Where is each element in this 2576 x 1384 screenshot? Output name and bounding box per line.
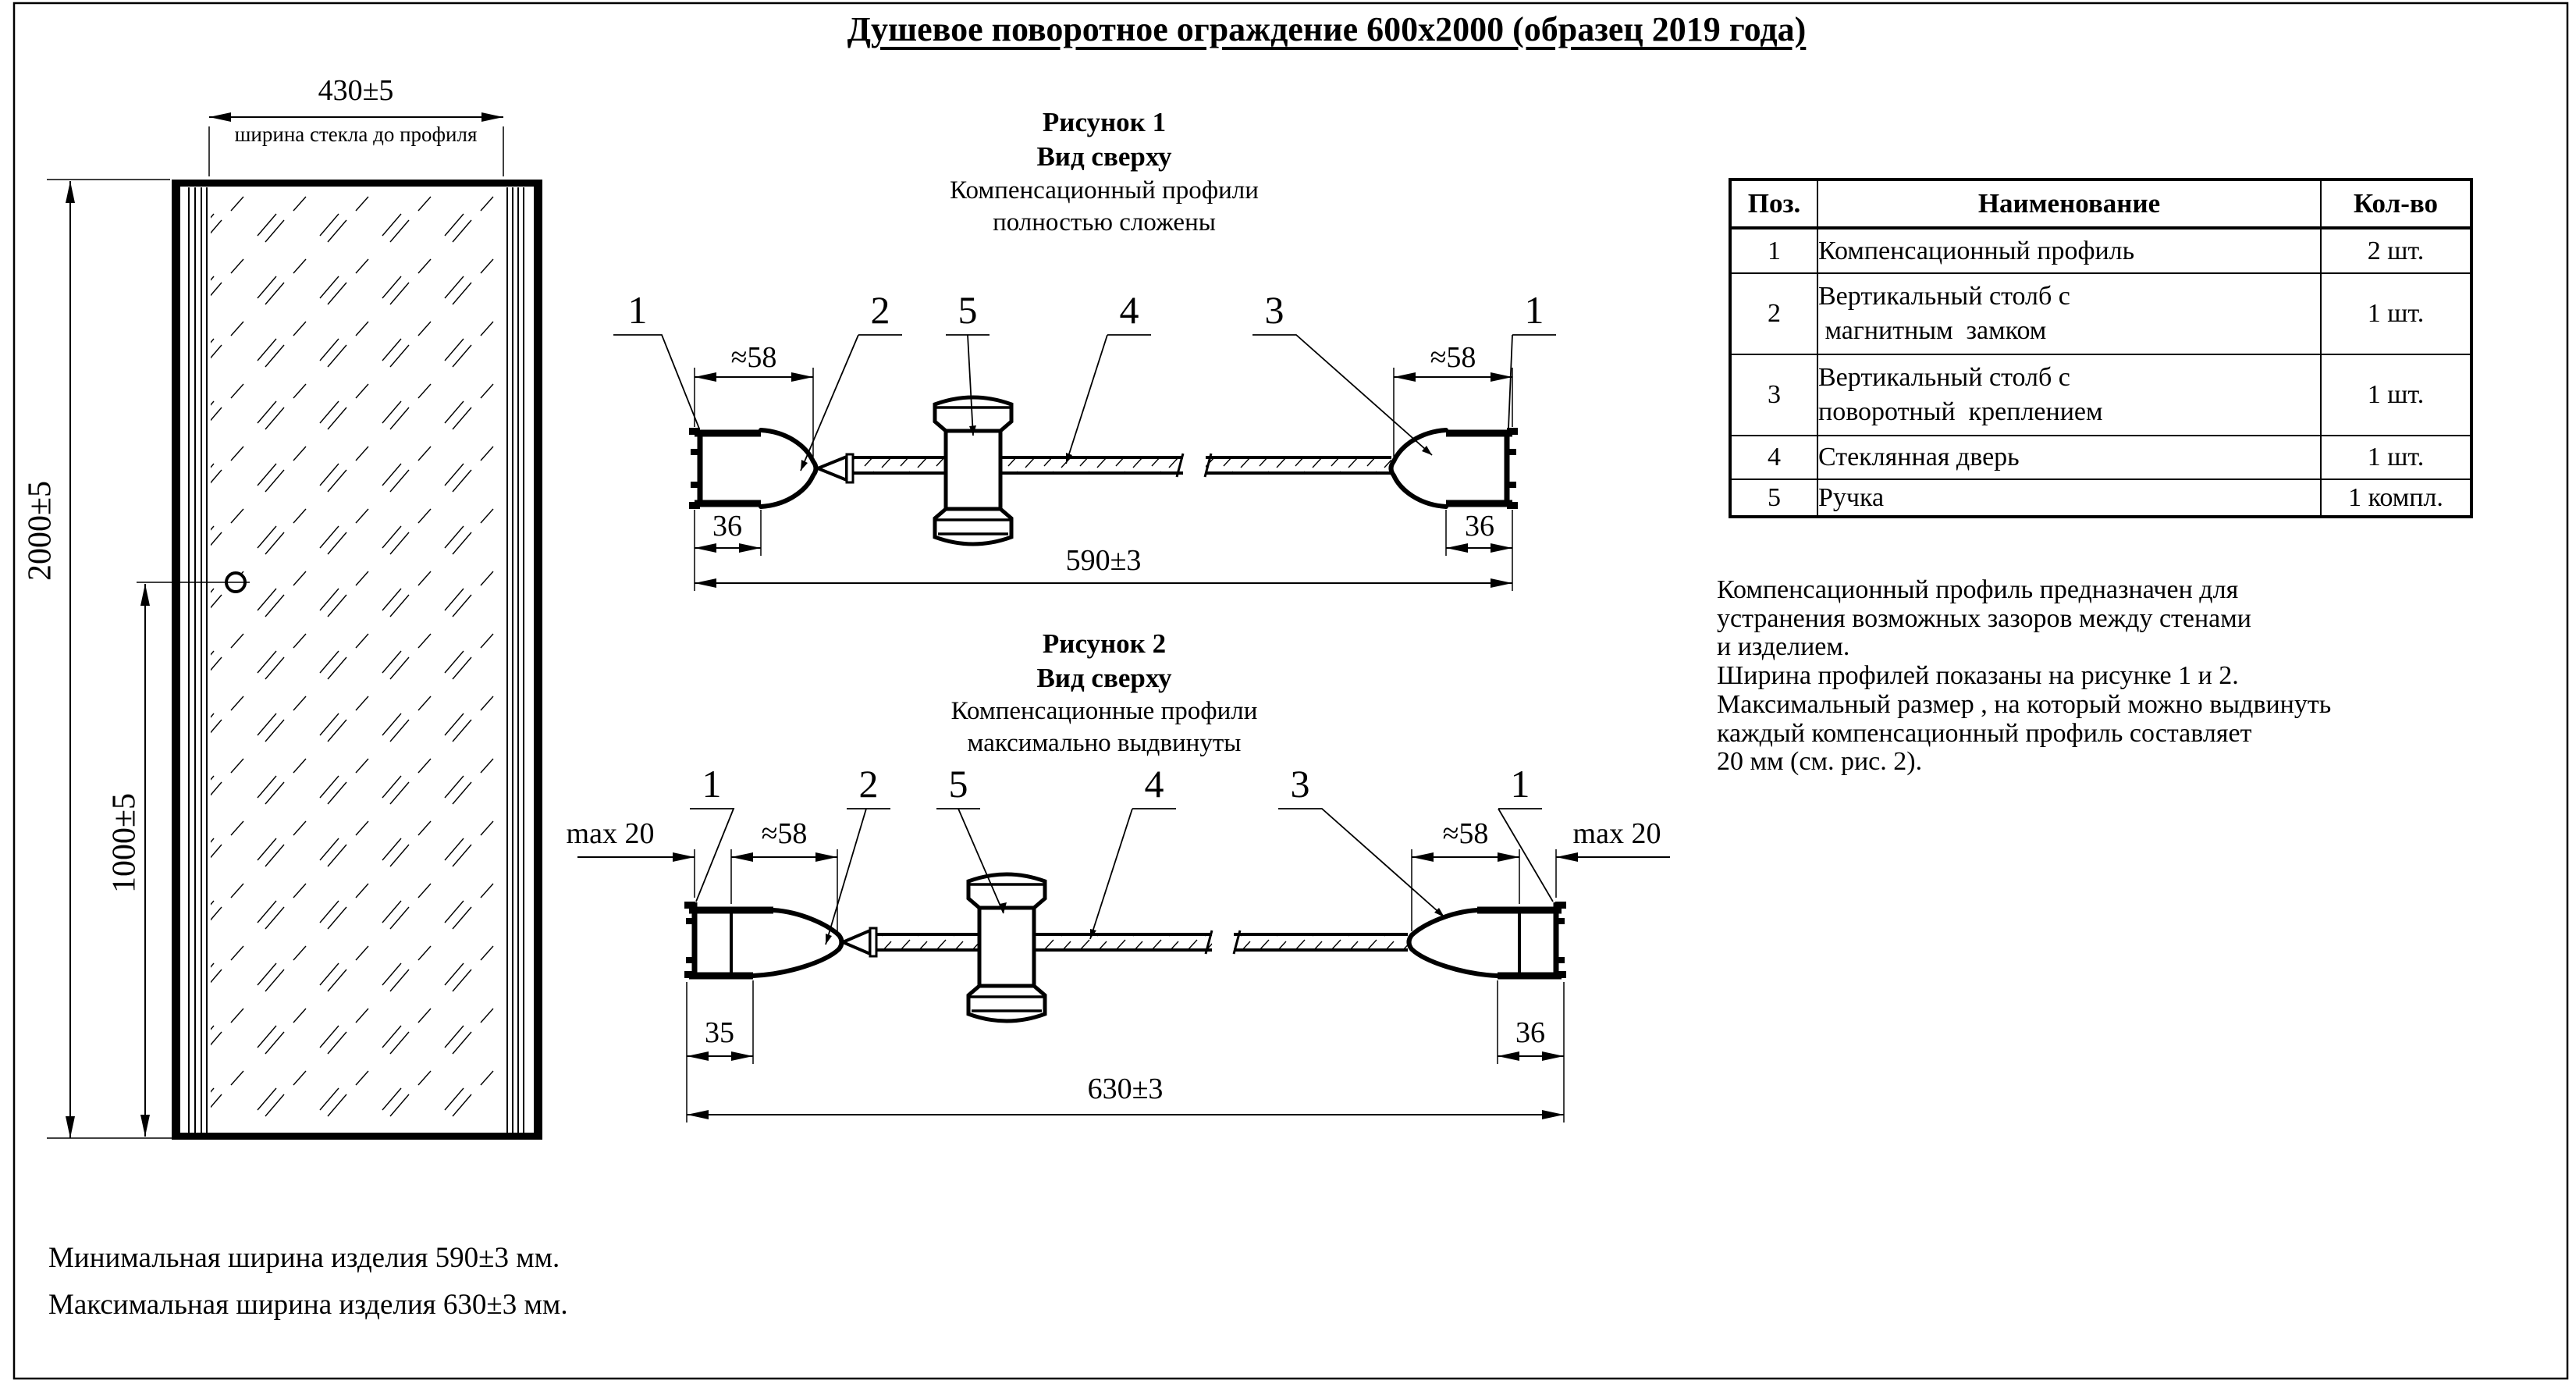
table-row [1730,273,2471,354]
fig2-callout-2: 2 [858,762,879,806]
row5-pos: 5 [1730,479,1817,517]
col-header-name: Наименование [1817,180,2321,228]
fig2-dim-58-left: ≈58 [761,817,808,850]
fig1-dim-36-left: 36 [712,510,742,543]
fig2-callout-1-left: 1 [702,762,722,806]
glass-panel-hatch [211,187,503,1133]
parts-table-header-row [1730,180,2471,228]
fig2-callout-3: 3 [1290,762,1310,806]
fig2-dim-overall: 630±3 [1087,1073,1164,1105]
fig1-dim-58-left: ≈58 [730,341,777,374]
row3-name [1817,354,2321,436]
fig2-callout-4: 4 [1144,762,1164,806]
row2-name-line2: магнитным замком [1818,316,2047,345]
row4-qty: 1 шт. [2321,436,2471,479]
note-line: 20 мм (см. рис. 2). [1717,747,1923,777]
front-width-note: ширина стекла до профиля [234,123,478,146]
row3-pos: 3 [1730,354,1817,436]
footer-max-width: Максимальная ширина изделия 630±3 мм. [48,1289,568,1321]
col-header-qty: Кол-во [2321,180,2471,228]
fig1-dim-36-right: 36 [1465,510,1494,543]
front-view-drawing [47,112,542,1140]
row2-qty: 1 шт. [2321,273,2471,354]
row4-name [1817,436,2321,479]
note-line: Ширина профилей показаны на рисунке 1 и 2. [1717,661,2239,691]
front-width-dim: 430±5 [318,74,394,107]
parts-table [1729,178,2473,518]
fig1-callout-1-right: 1 [1524,288,1544,332]
fig1-callout-4: 4 [1119,288,1139,332]
fig2-dim-35-left: 35 [705,1016,734,1049]
row2-name-line1: Вертикальный столб с [1818,282,2070,311]
fig1-callout-5: 5 [958,288,978,332]
table-row [1730,436,2471,479]
row1-qty: 2 шт. [2321,228,2471,273]
note-line: устранения возможных зазоров между стенами [1717,603,2251,633]
figure2-desc-1: Компенсационные профили [950,697,1258,725]
figure2-caption: Рисунок 2 [1042,628,1167,659]
row2-name [1817,273,2321,354]
row3-name-line1: Вертикальный столб с [1818,363,2070,392]
note-line: каждый компенсационный профиль составляет [1717,718,2252,748]
row3-qty: 1 шт. [2321,354,2471,436]
fig2-dim-max20-left: max 20 [566,817,655,850]
table-row [1730,354,2471,436]
figure1-caption: Рисунок 1 [1042,107,1167,137]
row4-name-line1: Стеклянная дверь [1818,443,2020,471]
row1-pos: 1 [1730,228,1817,273]
fig1-callout-3: 3 [1264,288,1284,332]
row1-name [1817,228,2321,273]
fig1-dim-overall: 590±3 [1065,544,1142,577]
row3-name-line2: поворотный креплением [1818,397,2103,426]
figure1-desc-2: полностью сложены [993,208,1216,237]
row5-name-line1: Ручка [1818,482,1885,512]
note-line: и изделием. [1717,632,1850,662]
fig1-dim-58-right: ≈58 [1430,341,1476,374]
front-height-dim: 2000±5 [22,480,59,582]
front-handle-height-dim: 1000±5 [106,792,143,894]
figure1-desc-1: Компенсационный профили [950,176,1259,205]
col-header-pos: Поз. [1730,180,1817,228]
fig2-dim-max20-right: max 20 [1572,817,1661,850]
page-title: Душевое поворотное ограждение 600х2000 (образец 2019 года) [847,10,1807,48]
note-line: Компенсационный профиль предназначен для [1717,575,2239,604]
fig2-callout-5: 5 [948,762,968,806]
notes-block [1717,576,2331,777]
table-row [1730,228,2471,273]
row2-pos: 2 [1730,273,1817,354]
row4-pos: 4 [1730,436,1817,479]
fig2-dim-36-right: 36 [1515,1016,1545,1049]
fig1-callout-2: 2 [870,288,890,332]
row5-name [1817,479,2321,517]
fig1-callout-1-left: 1 [627,288,648,332]
figure2-view-label: Вид сверху [1036,663,1172,693]
figure1-view-label: Вид сверху [1036,141,1172,172]
figure2-desc-2: максимально выдвинуты [967,729,1242,757]
fig2-callout-1-right: 1 [1510,762,1530,806]
row1-name-line1: Компенсационный профиль [1818,236,2135,265]
note-line: Максимальный размер , на который можно выдвинуть [1717,689,2332,719]
table-row [1730,479,2471,517]
footer-min-width: Минимальная ширина изделия 590±3 мм. [48,1242,560,1274]
fig2-dim-58-right: ≈58 [1442,817,1489,850]
row5-qty: 1 компл. [2321,479,2471,517]
